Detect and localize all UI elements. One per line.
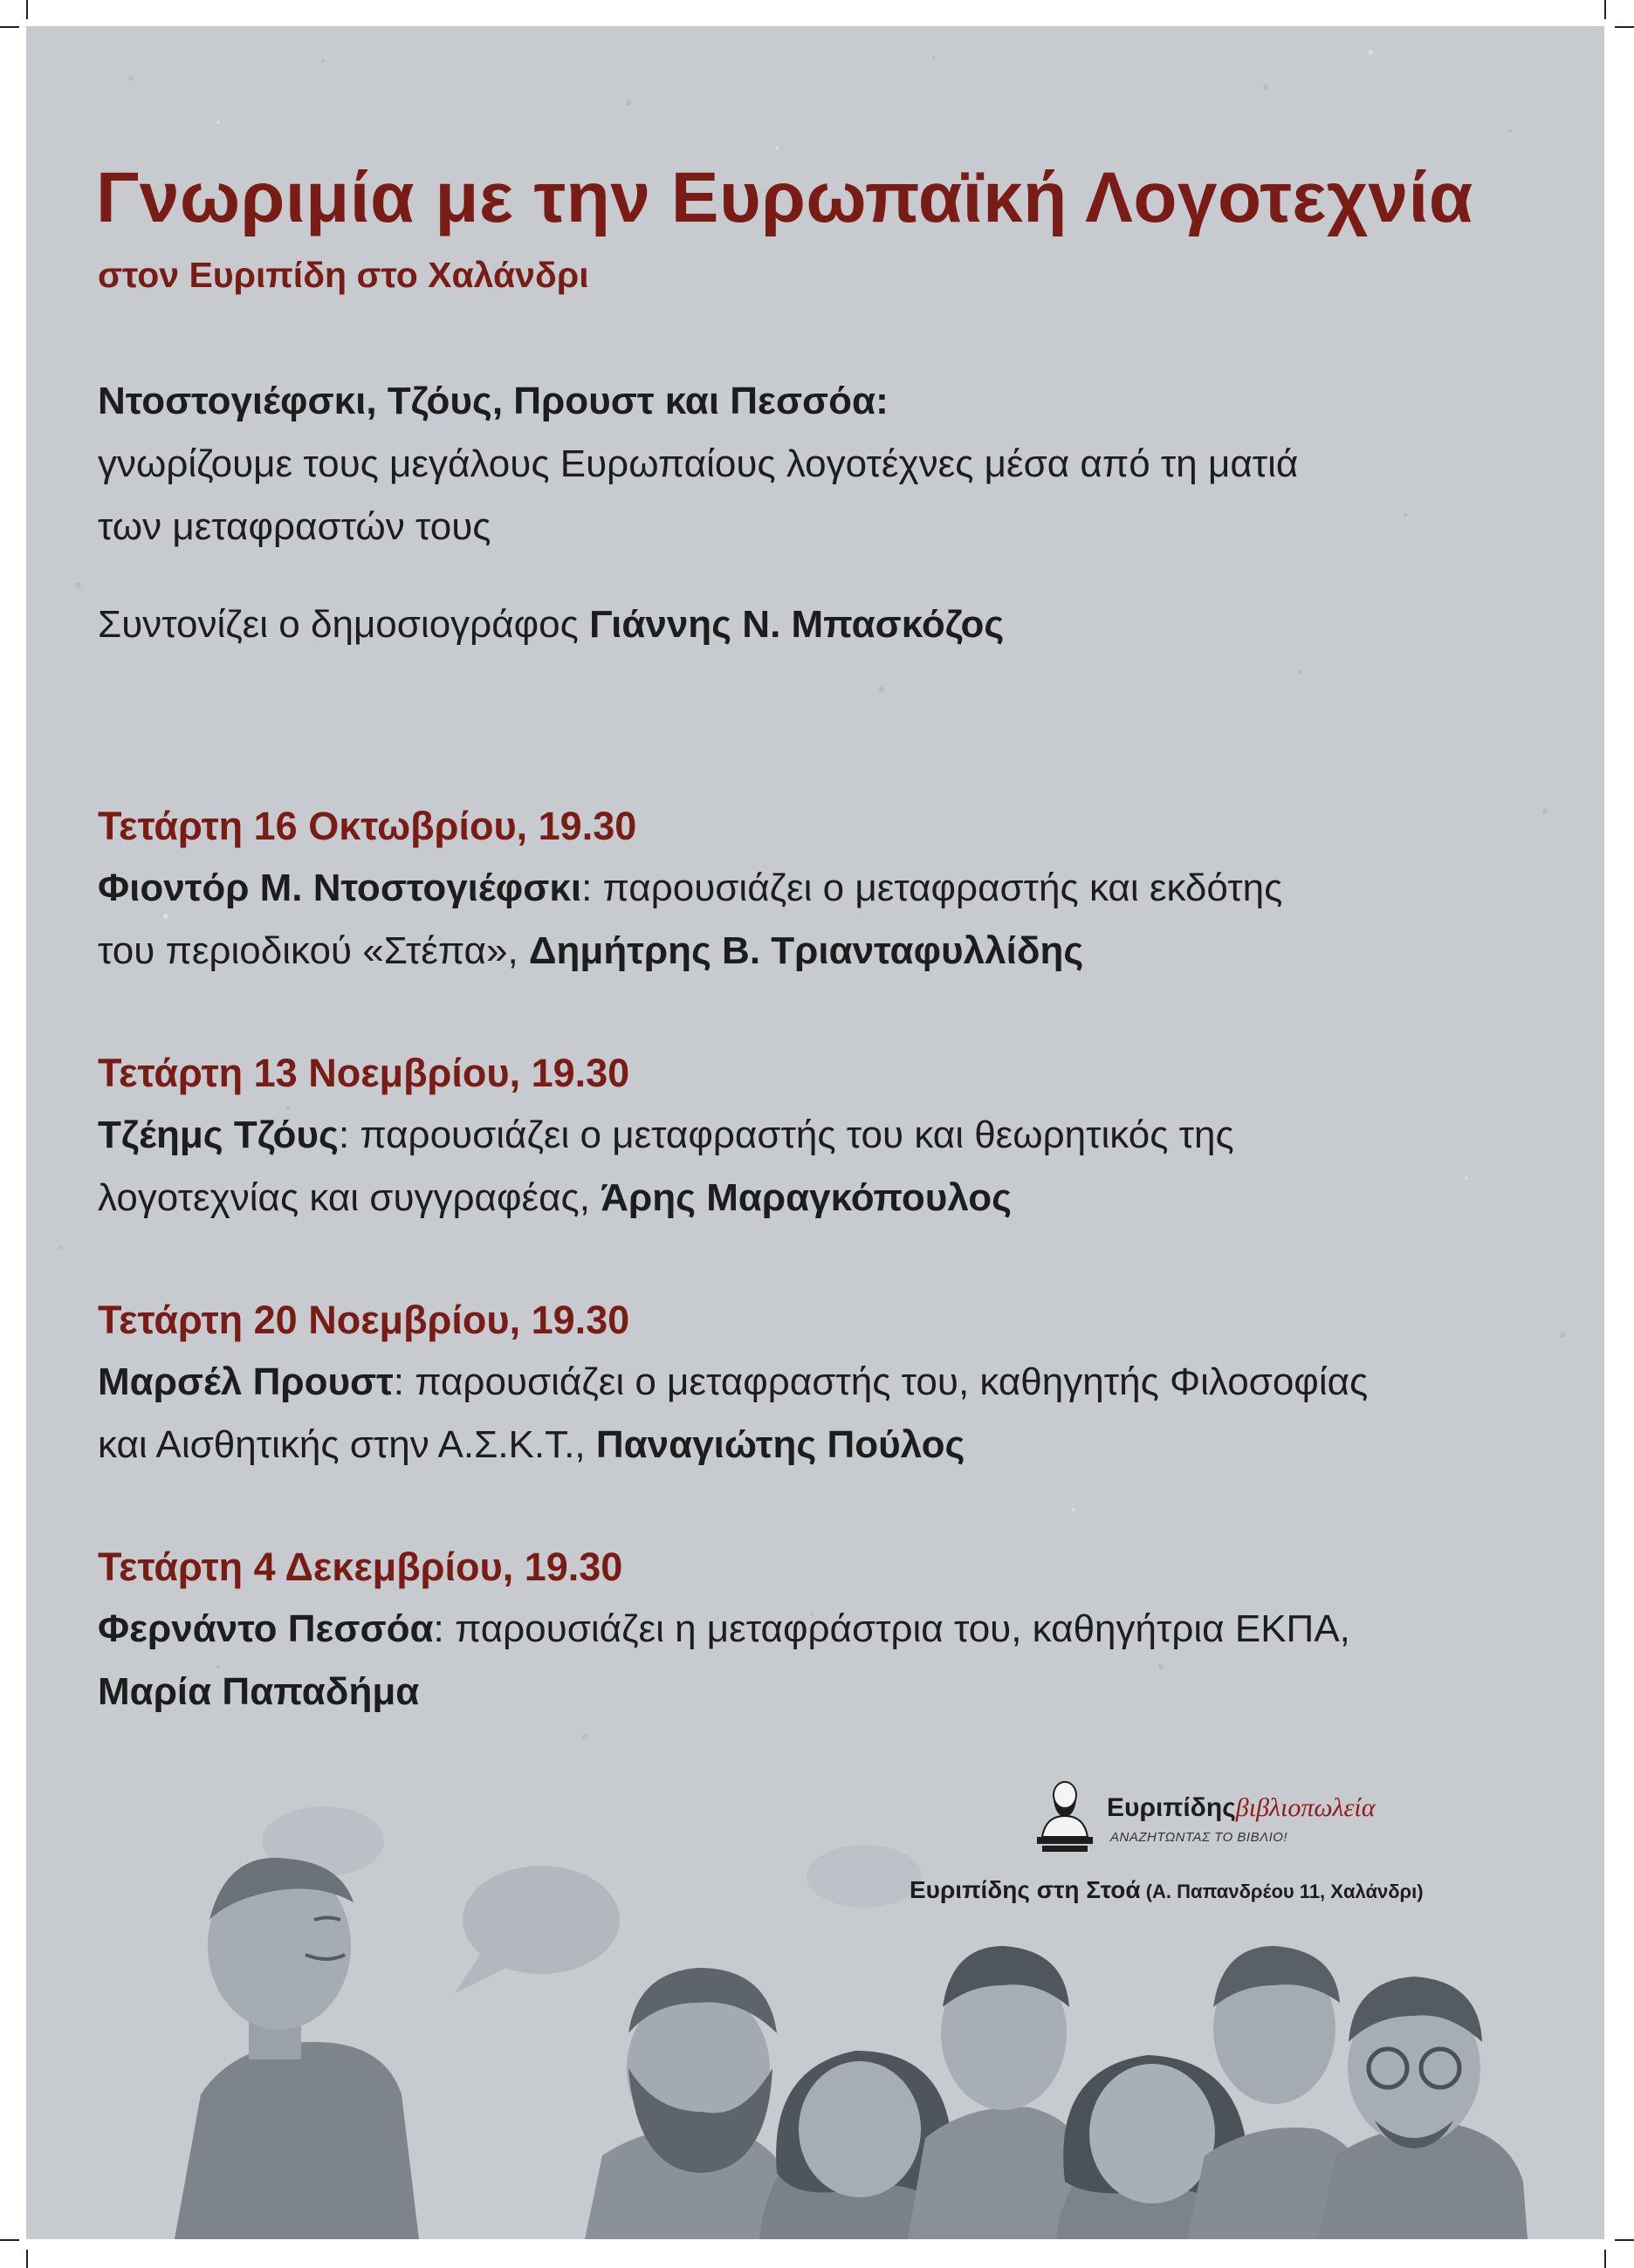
- event-date: Τετάρτη 4 Δεκεμβρίου, 19.30: [98, 1545, 623, 1589]
- event-text: λογοτεχνίας και συγγραφέας,: [98, 1176, 601, 1219]
- event-presenter: Δημήτρης Β. Τριανταφυλλίδης: [528, 929, 1084, 972]
- poster-title: Γνωριμία με την Ευρωπαϊκή Λογοτεχνία: [96, 158, 1473, 237]
- coordinator-prefix: Συντονίζει ο δημοσιογράφος: [98, 603, 590, 646]
- event-text: : παρουσιάζει ο μεταφραστής και εκδότης: [581, 867, 1283, 909]
- crop-mark-br-h: [1615, 2239, 1634, 2241]
- crop-mark-bl-h: [0, 2239, 19, 2241]
- logo-name: Ευριπίδης: [1107, 1793, 1236, 1822]
- crop-mark-tl-h: [0, 26, 19, 28]
- poster-subtitle: στον Ευριπίδη στο Χαλάνδρι: [98, 255, 589, 295]
- event-date: Τετάρτη 13 Νοεμβρίου, 19.30: [98, 1051, 630, 1095]
- event-date: Τετάρτη 16 Οκτωβρίου, 19.30: [98, 804, 637, 848]
- poster: [26, 26, 1604, 2239]
- event-author: Τζέημς Τζόυς: [98, 1113, 339, 1156]
- event-text: : παρουσιάζει ο μεταφραστής του, καθηγητής Φιλοσοφίας: [393, 1360, 1369, 1403]
- address-name: Ευριπίδης στη Στοά: [910, 1876, 1141, 1903]
- bookstore-logo: [1030, 1776, 1397, 1854]
- bust-logo-icon: [1030, 1776, 1100, 1854]
- intro-block: [98, 370, 1529, 558]
- speech-bubbles: [262, 1806, 922, 1994]
- crop-mark-bl-v: [26, 2250, 28, 2268]
- event-2: [98, 1043, 1564, 1230]
- people-illustration: [26, 1806, 1604, 2239]
- event-text: και Αισθητικής στην Α.Σ.Κ.Τ.,: [98, 1423, 596, 1466]
- crop-mark-tr-v: [1604, 0, 1606, 19]
- event-author: Φιοντόρ Μ. Ντοστογιέφσκι: [98, 867, 582, 909]
- intro-line-2: των μεταφραστών τους: [98, 505, 491, 548]
- logo-tagline: ΑΝΑΖΗΤΩΝΤΑΣ ΤΟ ΒΙΒΛΙΟ!: [1110, 1830, 1288, 1845]
- event-text: : παρουσιάζει η μεταφράστρια του, καθηγήτρια ΕΚΠΑ,: [433, 1607, 1350, 1650]
- coordinator-name: Γιάννης Ν. Μπασκόζος: [589, 603, 1005, 646]
- crop-mark-tr-h: [1615, 26, 1634, 28]
- person-bearded: [585, 1968, 794, 2239]
- event-1: [98, 796, 1564, 983]
- crop-mark-tl-v: [26, 0, 28, 19]
- address-detail: (Α. Παπανδρέου 11, Χαλάνδρι): [1140, 1881, 1424, 1902]
- event-3: [98, 1290, 1564, 1477]
- event-author: Μαρσέλ Προυστ: [98, 1360, 394, 1403]
- event-date: Τετάρτη 20 Νοεμβρίου, 19.30: [98, 1298, 630, 1342]
- intro-line-1: γνωρίζουμε τους μεγάλους Ευρωπαίους λογοτέχνες μέσα από τη ματιά: [98, 442, 1299, 485]
- coordinator-line: [98, 593, 1004, 656]
- intro-heading: Ντοστογιέφσκι, Τζόυς, Προυστ και Πεσσόα:: [98, 380, 889, 422]
- person-left-speaker: [175, 1858, 419, 2239]
- event-presenter: Παναγιώτης Πούλος: [595, 1423, 965, 1466]
- event-text: του περιοδικού «Στέπα»,: [98, 929, 529, 972]
- event-text: : παρουσιάζει ο μεταφραστής του και θεωρητικός της: [338, 1113, 1234, 1156]
- store-address: [910, 1876, 1424, 1904]
- event-presenter: Άρης Μαραγκόπουλος: [601, 1176, 1013, 1219]
- crop-mark-br-v: [1604, 2250, 1606, 2268]
- person-glasses: [1318, 1977, 1528, 2239]
- event-presenter: Μαρία Παπαδήμα: [98, 1670, 420, 1713]
- logo-suffix: βιβλιοπωλεία: [1235, 1793, 1376, 1822]
- event-author: Φερνάντο Πεσσόα: [98, 1607, 434, 1650]
- event-4: [98, 1537, 1564, 1723]
